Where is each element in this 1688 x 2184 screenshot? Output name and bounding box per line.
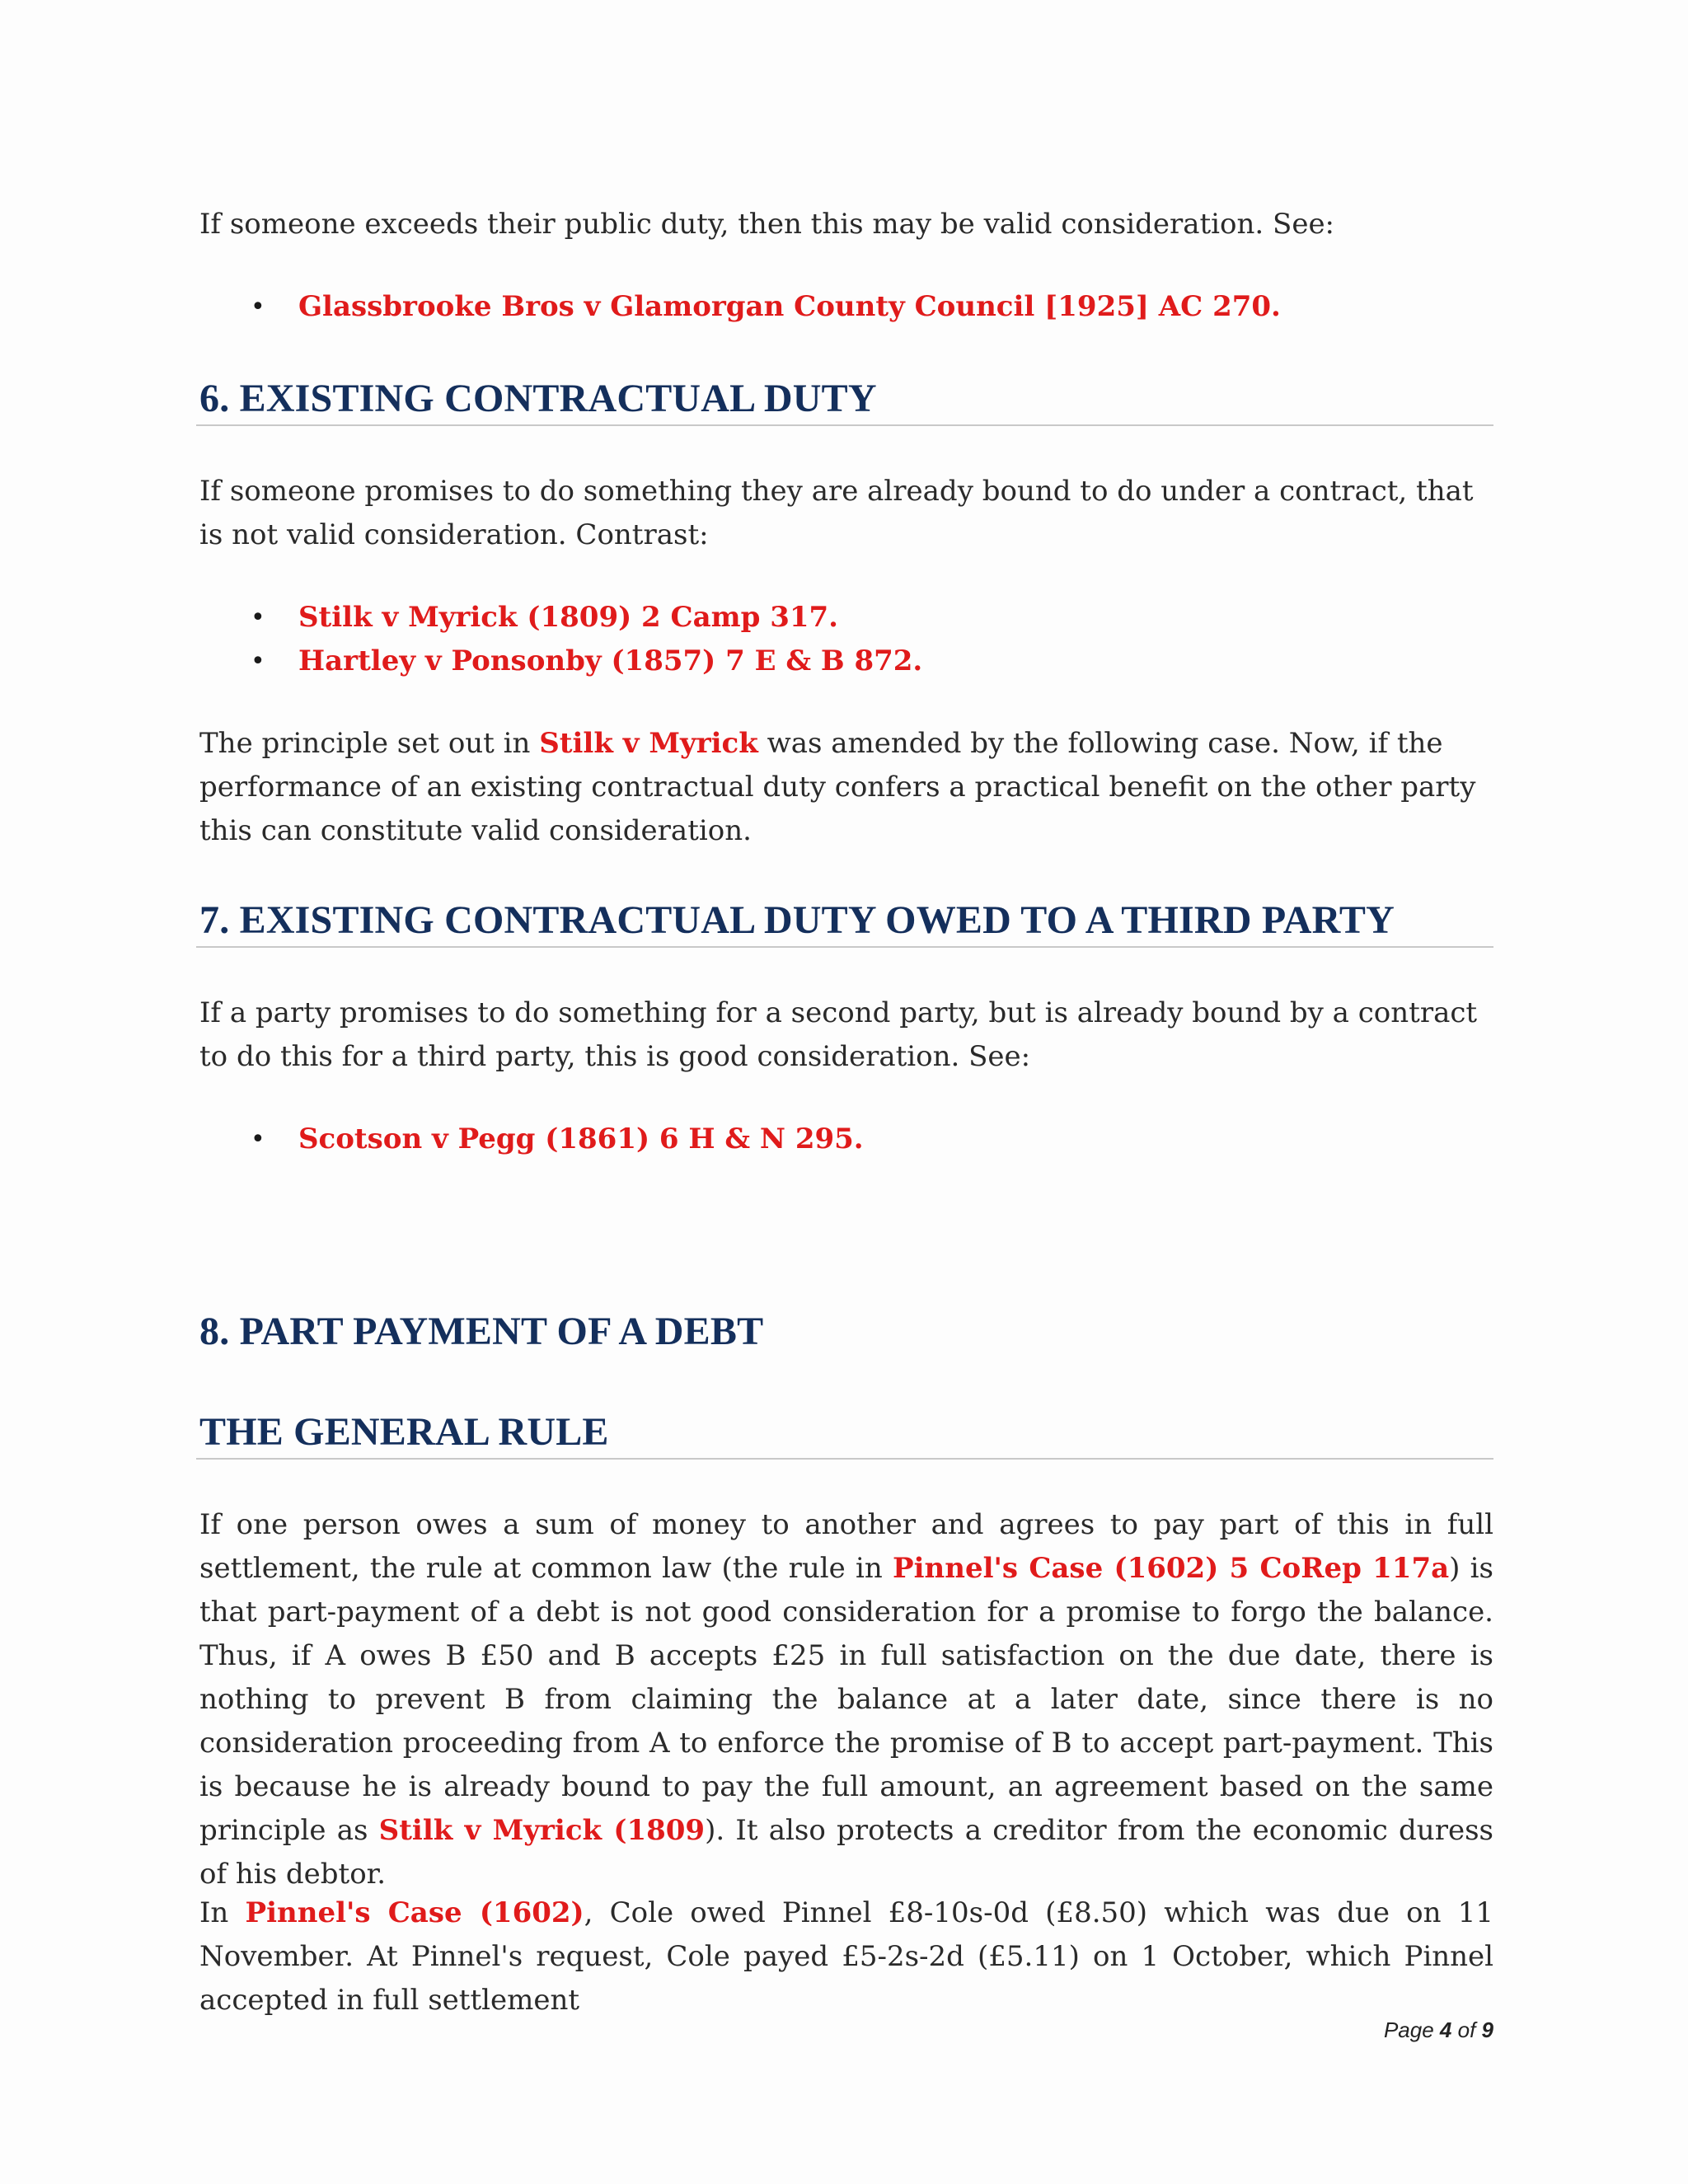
section-8-paragraph-2	[199, 1891, 1493, 2022]
section-6-heading-block	[199, 376, 1493, 424]
section-8-heading-block	[199, 1309, 1493, 1357]
section-8-paragraph-2-block	[199, 1891, 1493, 2022]
text-run: The principle set out in	[199, 727, 540, 760]
section-8-subheading-block	[199, 1409, 1493, 1458]
heading-divider	[196, 1458, 1493, 1460]
text-run: was amended by the following case. Now, if the performance of an existing contractual duty confers a practical benefit on the other party this can constitute valid consideration.	[199, 727, 1476, 847]
section-7-heading-block	[199, 898, 1493, 946]
text-run: ). It also protects a creditor from the economic duress of his debtor.	[199, 1814, 1493, 1891]
heading-divider	[196, 424, 1493, 426]
section-6-intro-block	[199, 470, 1493, 557]
case-citation: Hartley v Ponsonby (1857) 7 E & B 872.	[298, 644, 923, 677]
bullet-icon: •	[251, 293, 265, 321]
bullet-icon: •	[251, 1125, 265, 1154]
text-run: If one person owes a sum of money to another and agrees to pay part of this in full settlement, the rule at common law (the rule in	[199, 1508, 1493, 1585]
case-reference: Pinnel's Case (1602) 5 CoRep 117a	[893, 1552, 1450, 1585]
section-7-intro: If a party promises to do something for a second party, but is already bound by a contract to do this for a third party, this is good consideration. See:	[199, 996, 1478, 1073]
section-heading: 8. PART PAYMENT OF A DEBT	[199, 1310, 764, 1353]
case-reference: Pinnel's Case (1602)	[245, 1896, 584, 1929]
heading-divider	[196, 946, 1493, 948]
case-list-item	[199, 1118, 1493, 1161]
public-duty-case-list	[199, 285, 1493, 329]
case-citation: Glassbrooke Bros v Glamorgan County Council [1925] AC 270.	[298, 290, 1281, 323]
bullet-icon: •	[251, 603, 265, 632]
section-6-paragraph	[199, 722, 1493, 853]
case-citation: Stilk v Myrick (1809) 2 Camp 317.	[298, 601, 839, 634]
case-reference: Stilk v Myrick	[539, 727, 758, 760]
current-page-number: 4	[1439, 2018, 1452, 2042]
section-6-paragraph-block	[199, 722, 1493, 853]
section-8-paragraph-1-block	[199, 1503, 1493, 1896]
page-number-footer	[1384, 2018, 1493, 2043]
section-6-intro: If someone promises to do something they are already bound to do under a contract, that is not valid consideration. Contrast:	[199, 475, 1474, 551]
case-list-item	[199, 285, 1493, 329]
section-7-intro-block	[199, 991, 1493, 1079]
section-heading: 7. EXISTING CONTRACTUAL DUTY OWED TO A THIRD PARTY	[199, 898, 1395, 942]
case-list-item	[199, 596, 1493, 640]
section-heading: 6. EXISTING CONTRACTUAL DUTY	[199, 377, 877, 420]
footer-text: of	[1451, 2018, 1482, 2042]
case-reference: Stilk v Myrick (1809	[378, 1814, 706, 1847]
section-7-case-list	[199, 1118, 1493, 1161]
section-8-paragraph-1	[199, 1503, 1493, 1896]
text-run: ) is that part-payment of a debt is not good consideration for a promise to forgo the balance. Thus, if A owes B £50 and B accepts £25 in full satisfaction on the due date, there is nothing to prevent B from claiming the balance at a later date, since there is no consideration proceeding from A to enforce the promise of B to accept part-payment. This is because he is already bound to pay the full amount, an agreement based on the same principle as	[199, 1552, 1493, 1847]
public-duty-section	[199, 203, 1493, 246]
case-list-item	[199, 640, 1493, 683]
section-6-case-list	[199, 596, 1493, 683]
text-run: , Cole owed Pinnel £8-10s-0d (£8.50) which was due on 11 November. At Pinnel's request, Cole payed £5-2s-2d (£5.11) on 1 October, which Pinnel accepted in full settlement	[199, 1896, 1493, 2017]
footer-text: Page	[1383, 2018, 1440, 2042]
public-duty-intro: If someone exceeds their public duty, then this may be valid consideration. See:	[199, 208, 1335, 241]
section-subheading: THE GENERAL RULE	[199, 1410, 609, 1454]
text-run: In	[199, 1896, 246, 1929]
bullet-icon: •	[251, 647, 265, 676]
case-citation: Scotson v Pegg (1861) 6 H & N 295.	[298, 1122, 864, 1155]
total-page-count: 9	[1481, 2018, 1493, 2042]
